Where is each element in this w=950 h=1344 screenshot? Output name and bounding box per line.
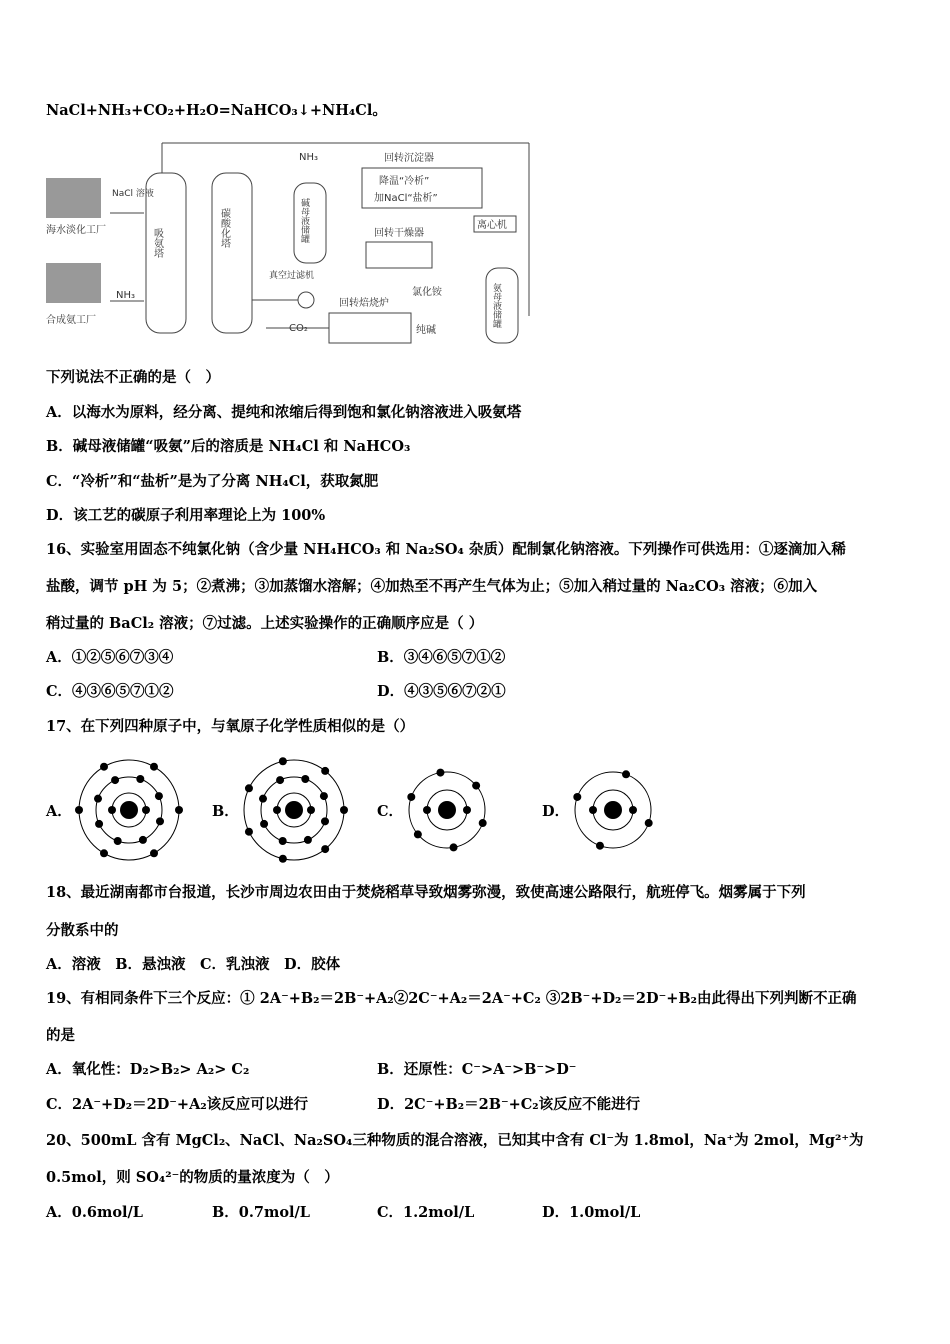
q16-option-b: B．③④⑥⑤⑦①② [377,649,506,666]
electron [321,817,329,825]
electron [622,770,630,778]
electron [279,757,287,765]
q17-label-c: C． [377,803,404,820]
electron [320,792,328,800]
q18-line2: 分散系中的 [46,922,119,939]
electron [94,795,102,803]
q15-option-a: A．以海水为原料，经分离、提纯和浓缩后得到饱和氯化钠溶液进入吸氨塔 [46,404,522,421]
q16-line1: 16、实验室用固态不纯氯化钠（含少量 NH₄HCO₃ 和 Na₂SO₄ 杂质）配制氯化钠溶液。下列操作可供选用：①逐滴加入稀 [46,541,846,558]
electron [414,830,422,838]
electron [260,820,268,828]
q19-option-c: C．2A⁻+D₂＝2D⁻+A₂该反应可以进行 [46,1096,309,1113]
electron [307,806,315,814]
electron [321,845,329,853]
q18-options: A．溶液 B．悬浊液 C．乳浊液 D．胶体 [46,956,341,973]
reaction-equation: NaCl+NH₃+CO₂+H₂O=NaHCO₃↓+NH₄Cl。 [46,102,387,119]
electron [273,806,281,814]
q15-stem: 下列说法不正确的是（ ） [46,369,220,386]
svg-text:NH₃: NH₃ [116,290,136,301]
svg-text:回转焙烧炉: 回转焙烧炉 [339,298,389,309]
electron [114,837,122,845]
svg-text:氨母液储罐: 氨母液储罐 [491,283,501,328]
q20-option-d: D．1.0mol/L [542,1204,641,1221]
electron [245,828,253,836]
electron [304,836,312,844]
svg-text:NH₃: NH₃ [299,152,319,163]
q19-line1: 19、有相同条件下三个反应：① 2A⁻+B₂＝2B⁻+A₂②2C⁻+A₂＝2A⁻+C₂ ③2B⁻+D₂＝2D⁻+B₂由此得出下列判断不正确 [46,990,857,1007]
electron [645,819,653,827]
q15-option-d: D．该工艺的碳原子利用率理论上为 100% [46,507,326,524]
atom-diagram-b [244,757,348,862]
electron [596,842,604,850]
atom-diagram-d [573,770,652,849]
electron [95,820,103,828]
electron [100,849,108,857]
q19-option-d: D．2C⁻+B₂＝2B⁻+C₂该反应不能进行 [377,1096,641,1113]
electron [340,806,348,814]
electron [463,806,471,814]
q16-option-c: C．④③⑥⑤⑦①② [46,683,174,700]
q17-label-b: B． [212,803,239,820]
electron [142,806,150,814]
electron [589,806,597,814]
svg-text:碳酸化塔: 碳酸化塔 [218,208,230,248]
q19-option-a: A．氧化性：D₂>B₂> A₂> C₂ [46,1061,250,1078]
svg-text:氯化铵: 氯化铵 [412,287,442,298]
q20-option-b: B．0.7mol/L [212,1204,310,1221]
q16-line3: 稍过量的 BaCl₂ 溶液；⑦过滤。上述实验操作的正确顺序应是（ ） [46,615,484,632]
electron [479,819,487,827]
svg-text:纯碱: 纯碱 [416,325,436,336]
atom-diagram-c [407,769,486,852]
seawater-plant-icon [46,178,101,218]
electron [75,806,83,814]
rotary-calciner [329,313,411,343]
electron [150,763,158,771]
svg-text:降温“冷析”: 降温“冷析” [379,176,430,187]
q18-line1: 18、最近湖南都市台报道，长沙市周边农田由于焚烧稻草导致烟雾弥漫，致使高速公路限行，航班停飞。烟雾属于下列 [46,884,806,901]
electron [407,793,415,801]
electron [301,775,309,783]
q16-option-d: D．④③⑤⑥⑦②① [377,683,506,700]
q20-line1: 20、500mL 含有 MgCl₂、NaCl、Na₂SO₄三种物质的混合溶液，已知其中含有 Cl⁻为 1.8mol，Na⁺为 2mol，Mg²⁺为 [46,1132,864,1149]
svg-text:合成氨工厂: 合成氨工厂 [46,315,96,326]
electron [276,776,284,784]
solvay-process-diagram [44,138,539,358]
svg-text:回转沉淀器: 回转沉淀器 [384,153,434,164]
q16-option-a: A．①②⑤⑥⑦③④ [46,649,174,666]
electron [100,763,108,771]
electron [175,806,183,814]
electron [155,792,163,800]
q17-stem: 17、在下列四种原子中，与氧原子化学性质相似的是（） [46,718,415,735]
electron [136,775,144,783]
q16-line2: 盐酸，调节 pH 为 5；②煮沸；③加蒸馏水溶解；④加热至不再产生气体为止；⑤加入稍过量的 Na₂CO₃ 溶液；⑥加入 [46,578,818,595]
electron [279,837,287,845]
electron [156,817,164,825]
q20-line2: 0.5mol，则 SO₄²⁻的物质的量浓度为（ ） [46,1169,339,1186]
electron [150,849,158,857]
q20-option-c: C．1.2mol/L [377,1204,475,1221]
q19-option-b: B．还原性：C⁻>A⁻>B⁻>D⁻ [377,1061,577,1078]
electron [245,784,253,792]
atom-diagram-a [75,760,183,860]
q17-label-a: A． [46,803,72,820]
svg-text:CO₂: CO₂ [289,323,308,334]
carbonation-tower [212,173,252,333]
svg-text:海水淡化工厂: 海水淡化工厂 [46,225,106,236]
electron [111,776,119,784]
q15-option-b: B．碱母液储罐“吸氨”后的溶质是 NH₄Cl 和 NaHCO₃ [46,438,411,455]
electron [321,767,329,775]
electron [279,855,287,863]
svg-text:离心机: 离心机 [477,220,507,231]
electron [573,793,581,801]
svg-text:回转干燥器: 回转干燥器 [374,228,424,239]
svg-text:加NaCl“盐析”: 加NaCl“盐析” [374,193,438,204]
svg-text:NaCl 溶液: NaCl 溶液 [112,189,154,199]
ammonia-plant-icon [46,263,101,303]
electron [423,806,431,814]
q15-option-c: C．“冷析”和“盐析”是为了分离 NH₄Cl，获取氮肥 [46,473,379,490]
svg-text:吸氨塔: 吸氨塔 [151,228,163,258]
electron [629,806,637,814]
electron [472,782,480,790]
electron [108,806,116,814]
q20-option-a: A．0.6mol/L [46,1204,143,1221]
rotary-dryer [366,242,432,268]
electron [436,769,444,777]
q19-line2: 的是 [46,1027,75,1044]
electron [450,843,458,851]
svg-text:碱母液储罐: 碱母液储罐 [299,198,309,243]
svg-text:真空过滤机: 真空过滤机 [269,271,315,281]
electron [259,795,267,803]
q17-label-d: D． [542,803,570,820]
electron [139,836,147,844]
